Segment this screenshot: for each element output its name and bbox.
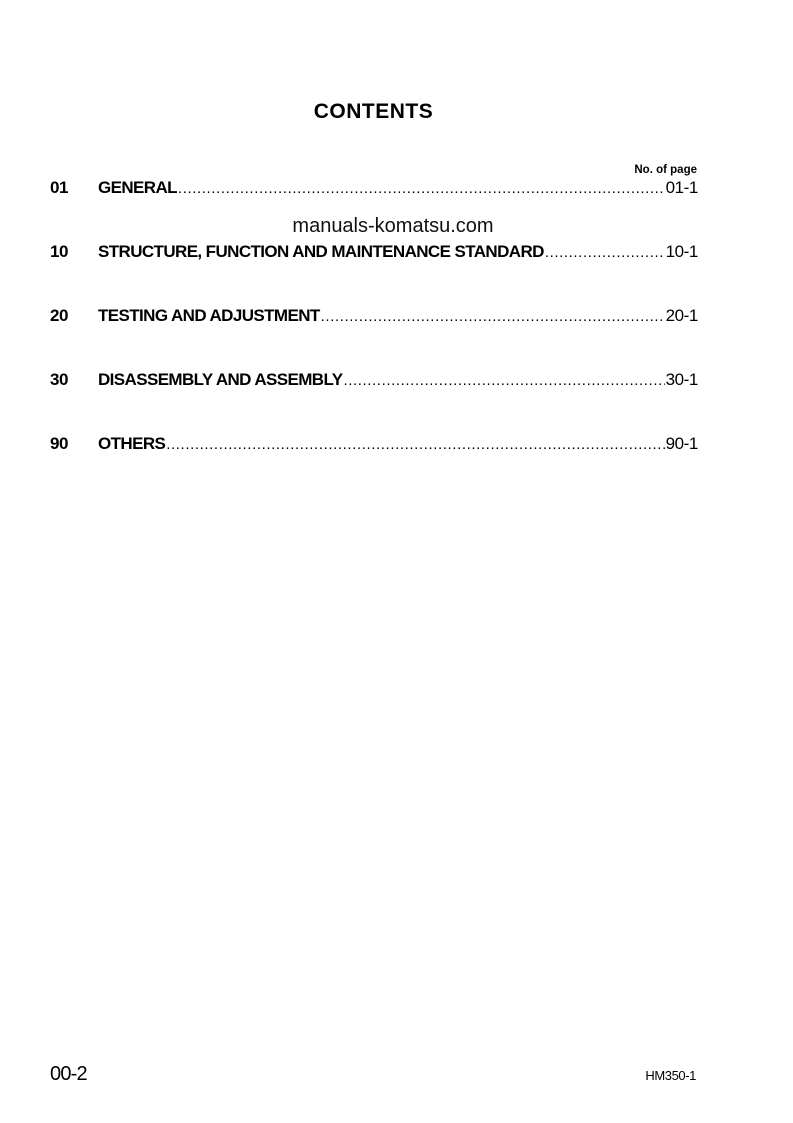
toc-entry-others[interactable]	[50, 434, 698, 456]
entry-page: 20-1	[665, 306, 698, 325]
dot-leader	[178, 180, 665, 197]
entry-number: 01	[50, 178, 68, 197]
toc-entry-testing[interactable]	[50, 306, 698, 328]
entry-number: 10	[50, 242, 68, 261]
dot-leader	[343, 372, 664, 389]
page-column-header: No. of page	[634, 164, 697, 176]
watermark: manuals-komatsu.com	[292, 215, 494, 237]
entry-number: 30	[50, 370, 68, 389]
entry-label: GENERAL	[98, 178, 177, 197]
entry-page: 01-1	[665, 178, 698, 197]
toc-entry-general[interactable]	[50, 178, 698, 200]
entry-page: 30-1	[665, 370, 698, 389]
dot-leader	[166, 436, 664, 453]
entry-label: OTHERS	[98, 434, 166, 453]
toc-entry-structure[interactable]	[50, 242, 698, 264]
entry-label: STRUCTURE, FUNCTION AND MAINTENANCE STANDARD	[98, 242, 544, 261]
entry-page: 90-1	[665, 434, 698, 453]
toc-entry-disassembly[interactable]	[50, 370, 698, 392]
entry-label: TESTING AND ADJUSTMENT	[98, 306, 320, 325]
page-title: CONTENTS	[313, 100, 434, 123]
dot-leader	[545, 244, 665, 261]
entry-label: DISASSEMBLY AND ASSEMBLY	[98, 370, 343, 389]
entry-number: 20	[50, 306, 68, 325]
footer-page-number: 00-2	[50, 1063, 87, 1085]
footer-model: HM350-1	[645, 1068, 696, 1083]
entry-page: 10-1	[665, 242, 698, 261]
dot-leader	[321, 308, 665, 325]
entry-number: 90	[50, 434, 68, 453]
